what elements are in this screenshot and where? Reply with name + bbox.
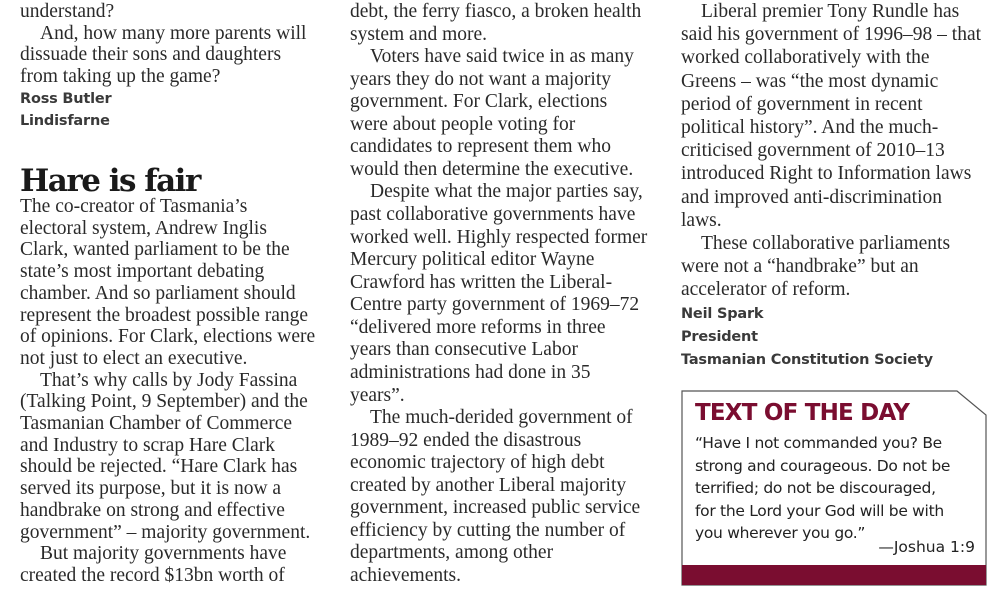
signature-line: Tasmanian Constitution Society: [681, 352, 933, 368]
body-line: were not a “handbrake” but an: [681, 256, 919, 278]
body-line: government” – majority government.: [20, 521, 311, 543]
body-line: candidates to represent them who: [350, 136, 611, 158]
body-line: not just to elect an executive.: [20, 347, 248, 369]
quote-line: you wherever you go.”: [695, 524, 866, 542]
quote-line: “Have I not commanded you? Be: [695, 434, 942, 452]
accent-bar: [682, 565, 986, 585]
body-line: That’s why calls by Jody Fassina: [40, 369, 298, 391]
quote-line: for the Lord your God will be with: [695, 501, 944, 520]
body-line: And, how many more parents will: [40, 22, 307, 44]
signature-line: President: [681, 328, 758, 345]
body-line: introduced Right to Information laws: [681, 163, 972, 185]
body-line: efficiency by cutting the number of: [350, 519, 626, 541]
body-line: achievements.: [350, 565, 461, 586]
body-line: The much-derided government of: [370, 407, 633, 429]
body-line: chamber. And so parliament should: [20, 282, 296, 304]
body-line: years”.: [350, 384, 405, 406]
body-line: political history”. And the much-: [681, 117, 939, 138]
body-line: past collaborative governments have: [350, 204, 636, 226]
body-line: served its purpose, but it is now a: [20, 478, 282, 500]
body-line: were about people voting for: [350, 113, 576, 135]
quote-source: —Joshua 1:9: [878, 538, 975, 556]
body-line: should be rejected. “Hare Clark has: [20, 456, 298, 478]
body-line: Clark, wanted parliament to be the: [20, 239, 290, 261]
body-line: created by another Liberal majority: [350, 474, 627, 496]
quote-line: terrified; do not be discouraged,: [695, 479, 936, 497]
body-line: period of government in recent: [681, 93, 923, 115]
body-line: But majority governments have: [40, 543, 287, 565]
body-line: administrations had done in 35: [350, 361, 591, 383]
body-line: The co-creator of Tasmania’s: [20, 196, 248, 217]
body-line: from taking up the game?: [20, 66, 221, 88]
body-line: would then determine the executive.: [350, 158, 634, 180]
body-line: years than consecutive Labor: [350, 339, 578, 361]
body-line: debt, the ferry fiasco, a broken health: [350, 1, 642, 22]
body-line: departments, among other: [350, 542, 554, 564]
body-line: Mercury political editor Wayne: [350, 249, 595, 271]
body-line: and Industry to scrap Hare Clark: [20, 434, 276, 456]
body-line: worked well. Highly respected former: [350, 226, 648, 248]
text-of-the-day-box: [681, 390, 987, 586]
signature-line: Lindisfarne: [20, 112, 110, 129]
body-line: and improved anti-discrimination: [681, 186, 943, 208]
body-line: Crawford has written the Liberal-: [350, 271, 613, 293]
body-line: Despite what the major parties say,: [370, 181, 643, 203]
body-line: economic trajectory of high debt: [350, 452, 605, 474]
signature-line: Neil Spark: [681, 305, 764, 322]
body-line: These collaborative parliaments: [701, 233, 951, 254]
body-line: handbrake on strong and effective: [20, 499, 285, 521]
body-line: laws.: [681, 209, 722, 231]
body-line: Voters have said twice in as many: [370, 46, 634, 68]
body-line: accelerator of reform.: [681, 279, 851, 301]
body-line: Centre party government of 1969–72: [350, 294, 640, 316]
signature-line: Ross Butler: [20, 90, 112, 107]
body-line: electoral system, Andrew Inglis: [20, 217, 267, 239]
body-line: represent the broadest possible range: [20, 304, 309, 326]
body-line: state’s most important debating: [20, 261, 265, 283]
body-line: “delivered more reforms in three: [350, 316, 606, 338]
body-line: Greens – was “the most dynamic: [681, 70, 939, 92]
box-title: TEXT OF THE DAY: [695, 400, 910, 426]
body-line: Tasmanian Chamber of Commerce: [20, 413, 293, 434]
body-line: dissuade their sons and daughters: [20, 44, 282, 66]
quote-line: strong and courageous. Do not be: [695, 456, 951, 475]
body-line: criticised government of 2010–13: [681, 140, 945, 162]
body-line: of opinions. For Clark, elections were: [20, 326, 316, 348]
body-line: said his government of 1996–98 – that: [681, 24, 982, 46]
body-line: 1989–92 ended the disastrous: [350, 429, 582, 451]
letter-headline: Hare is fair: [20, 163, 200, 199]
body-line: government, increased public service: [350, 497, 641, 519]
body-line: worked collaboratively with the: [681, 47, 930, 69]
body-line: (Talking Point, 9 September) and the: [20, 391, 308, 413]
body-line: system and more.: [350, 23, 488, 45]
body-line: years they do not want a majority: [350, 68, 612, 90]
body-line: Liberal premier Tony Rundle has: [701, 1, 960, 22]
body-line: created the record $13bn worth of: [20, 564, 285, 586]
body-line: government. For Clark, elections: [350, 91, 608, 113]
body-line: understand?: [20, 1, 115, 22]
